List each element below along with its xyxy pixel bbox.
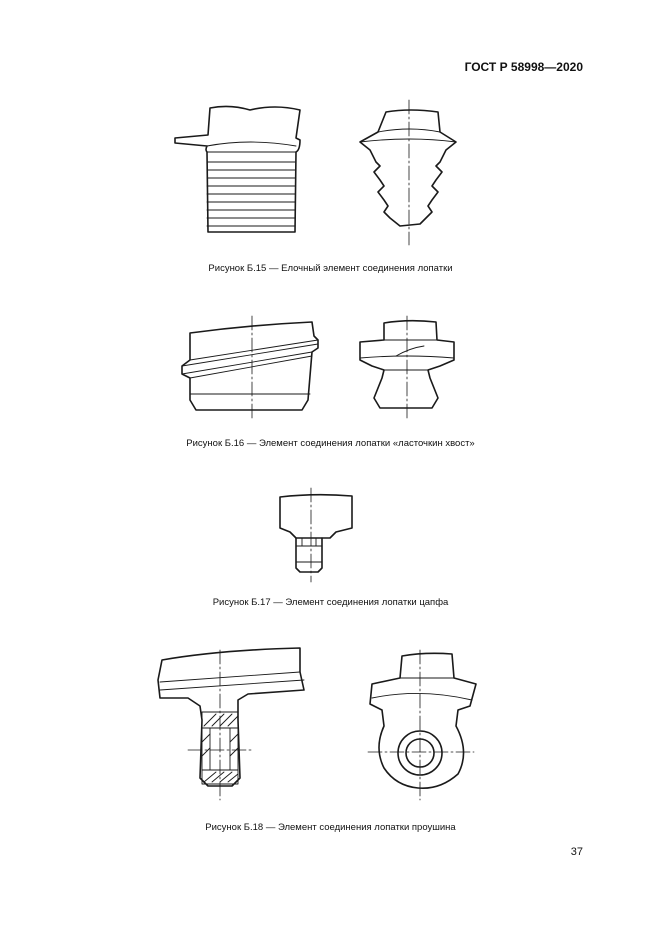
fig-b16-side-view: [182, 316, 318, 420]
fig-b15-front-view: [360, 100, 456, 245]
figure-caption-b15: Рисунок Б.15 — Елочный элемент соединения лопатки: [208, 263, 453, 274]
figure-caption-b17: Рисунок Б.17 — Элемент соединения лопатки цапфа: [212, 597, 449, 608]
fig-b18-front-view: [368, 650, 476, 800]
fig-b18-side-view: [158, 648, 304, 800]
figure-caption-b16: Рисунок Б.16 — Элемент соединения лопатки «ласточкин хвост»: [186, 438, 475, 449]
fig-b17-trunnion: [280, 488, 352, 582]
page-number: 37: [570, 846, 583, 858]
fig-b16-front-view: [360, 316, 454, 420]
document-code: ГОСТ Р 58998—2020: [464, 60, 583, 74]
figure-caption-b18: Рисунок Б.18 — Элемент соединения лопатки проушина: [205, 822, 456, 833]
fig-b15-side-view: [175, 106, 300, 232]
